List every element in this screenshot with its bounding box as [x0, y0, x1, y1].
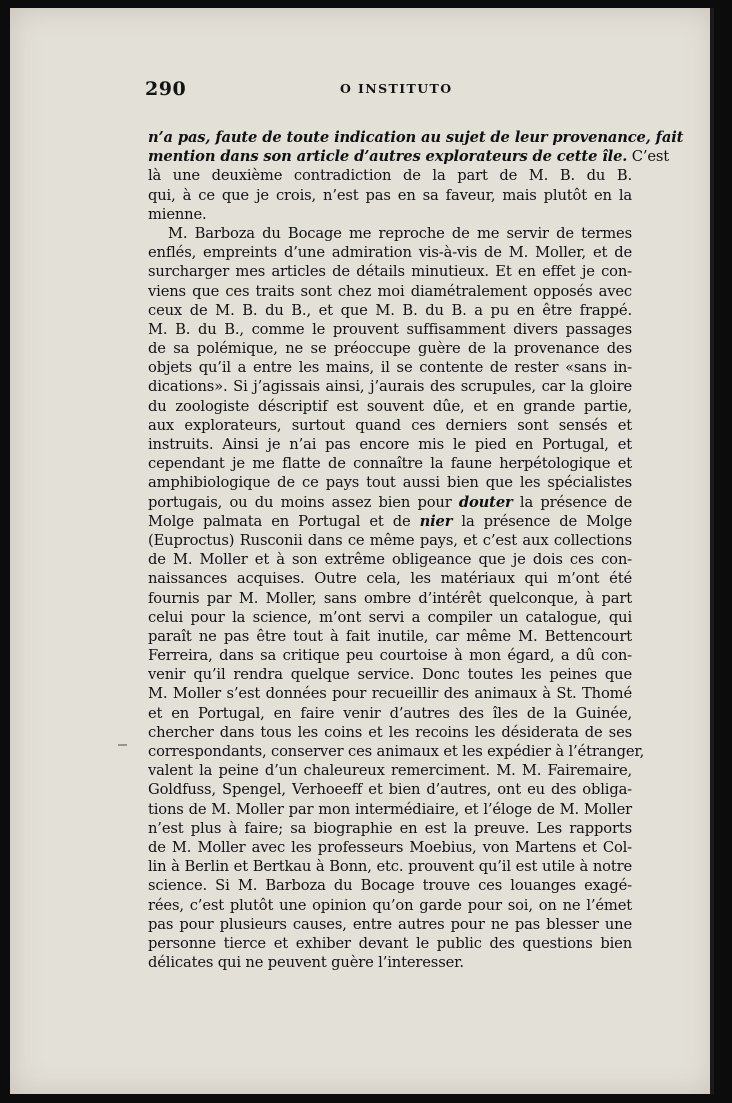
text-line: M. Moller s’est données pour recueillir des animaux à St. Thomé	[148, 685, 632, 703]
text-line: de M. Moller avec les professeurs Moebius, von Martens et Col-	[148, 838, 632, 856]
text-line: de M. Moller et à son extrême obligeance que je dois ces con-	[148, 551, 632, 569]
text-line: science. Si M. Barboza du Bocage trouve ces louanges exagé-	[148, 877, 632, 895]
text-line: instruits. Ainsi je n’ai pas encore mis le pied en Portugal, et	[148, 436, 632, 453]
text-line: cependant je me flatte de connaître la faune herpétologique et	[148, 455, 632, 473]
text-line: chercher dans tous les coins et les recoins les désiderata de ses	[148, 723, 632, 741]
text-line: fournis par M. Moller, sans ombre d’intérêt quelconque, à part	[148, 589, 632, 607]
page-edge-shadow	[710, 8, 714, 1094]
text-line: et en Portugal, en faire venir d’autres des îles de la Guinée,	[148, 704, 632, 722]
text-line: rées, c’est plutôt une opinion qu’on garde pour soi, on ne l’émet	[148, 896, 632, 914]
text-line: Goldfuss, Spengel, Verhoeeff et bien d’autres, ont eu des obliga-	[148, 781, 632, 799]
body-text	[148, 128, 684, 972]
text-line: Ferreira, dans sa critique peu courtoise à mon égard, a dû con-	[148, 647, 632, 665]
text-line: correspondants, conserver ces animaux et les expédier à l’étranger,	[148, 743, 645, 760]
text-line: celui pour la science, m’ont servi a compiler un catalogue, qui	[148, 608, 632, 626]
text-line: portugais, ou du moins assez bien pour douter la présence de	[148, 493, 632, 511]
text-line: qui, à ce que je crois, n’est pas en sa faveur, mais plutôt en la	[148, 186, 632, 204]
text-line: (Euproctus) Rusconii dans ce même pays, et c’est aux collections	[148, 531, 632, 549]
text-line: naissances acquises. Outre cela, les matériaux qui m’ont été	[148, 570, 632, 588]
text-line: ceux de M. B. du B., et que M. B. du B. a pu en être frappé.	[148, 301, 632, 319]
text-line: viens que ces traits sont chez moi diamétralement opposés avec	[148, 282, 632, 300]
text-line: là une deuxième contradiction de la part de M. B. du B.	[148, 167, 632, 185]
text-line: M. B. du B., comme le prouvent suffisamment divers passages	[148, 320, 632, 338]
text-line: mention dans son article d’autres explorateurs de cette île. C’est	[148, 148, 670, 166]
journal-title: O INSTITUTO	[340, 81, 453, 96]
text-line: venir qu’il rendra quelque service. Donc toutes les peines que	[148, 666, 632, 684]
text-line: paraît ne pas être tout à fait inutile, car même M. Bettencourt	[148, 627, 632, 645]
text-line: surcharger mes articles de détails minutieux. Et en effet je con-	[148, 263, 632, 281]
text-line: enflés, empreints d’une admiration vis-à-vis de M. Moller, et de	[148, 244, 632, 262]
text-line: n’a pas, faute de toute indication au sujet de leur provenance, fait	[148, 129, 684, 146]
text-line: dications». Si j’agissais ainsi, j’aurais des scrupules, car la gloire	[148, 378, 632, 396]
page-number: 290	[145, 78, 187, 100]
text-line: valent la peine d’un chaleureux remerciment. M. M. Fairemaire,	[148, 762, 632, 780]
text-line: personne tierce et exhiber devant le public des questions bien	[148, 934, 632, 952]
text-line: amphibiologique de ce pays tout aussi bien que les spécialistes	[148, 474, 632, 492]
text-line: objets qu’il a entre les mains, il se contente de rester «sans in-	[148, 359, 632, 377]
margin-mark	[118, 744, 127, 746]
text-line: lin à Berlin et Bertkau à Bonn, etc. prouvent qu’il est utile à notre	[148, 858, 632, 876]
text-line: pas pour plusieurs causes, entre autres pour ne pas blesser une	[148, 915, 632, 933]
text-line: aux explorateurs, surtout quand ces derniers sont sensés et	[148, 416, 632, 434]
text-line: délicates qui ne peuvent guère l’interesser.	[148, 954, 464, 972]
text-line: M. Barboza du Bocage me reproche de me servir de termes	[168, 224, 632, 242]
text-line: de sa polémique, ne se préoccupe guère de la provenance des	[148, 340, 632, 358]
text-line: n’est plus à faire; sa biographie en est la preuve. Les rapports	[148, 819, 632, 837]
text-line: Molge palmata en Portugal et de nier la présence de Molge	[148, 512, 633, 530]
text-line: mienne.	[148, 205, 207, 223]
text-line: du zoologiste déscriptif est souvent dûe, et en grande partie,	[148, 397, 632, 415]
text-line: tions de M. Moller par mon intermédiaire, et l’éloge de M. Moller	[148, 800, 632, 818]
